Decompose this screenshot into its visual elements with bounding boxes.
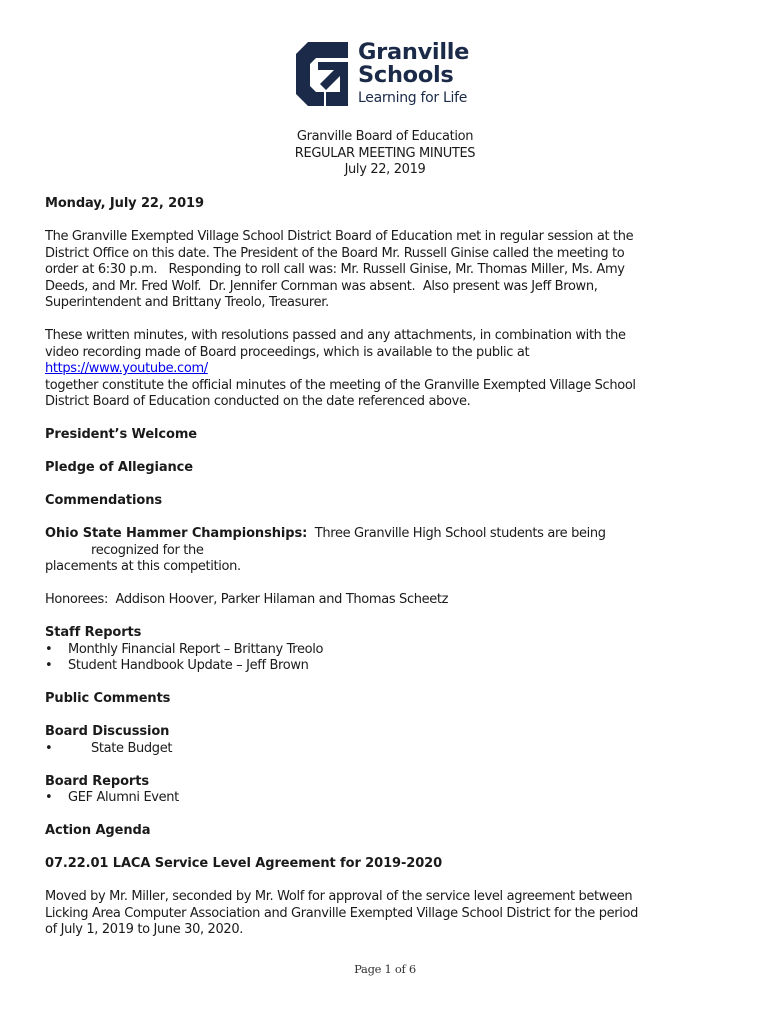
- document-header: [0, 129, 770, 179]
- minutes-line: together constitute the official minutes of the meeting of the Granville Exempted Village School: [45, 377, 636, 393]
- list-item-text: State Budget: [91, 740, 173, 756]
- list-item: [45, 741, 725, 758]
- list-item: [45, 642, 725, 659]
- org-name: Granville Board of Education: [296, 129, 474, 144]
- page-number: Page 1 of 6: [354, 962, 416, 976]
- hammer-commendation: [45, 526, 725, 576]
- public-comments-heading: Public Comments: [45, 691, 171, 706]
- action-agenda-heading: Action Agenda: [45, 823, 151, 838]
- hammer-text: Three Granville High School students are being: [307, 526, 606, 541]
- commendations-heading: Commendations: [45, 493, 163, 508]
- youtube-link[interactable]: https://www.youtube.com/: [45, 361, 208, 376]
- minutes-line: video recording made of Board proceedings, which is available to the public at: [45, 344, 530, 360]
- staff-reports-heading: Staff Reports: [45, 625, 142, 640]
- resolution-paragraph: [45, 889, 725, 939]
- intro-line: The Granville Exempted Village School District Board of Education met in regular session at the: [45, 229, 634, 244]
- intro-line: District Office on this date. The President of the Board Mr. Russell Ginise called the meeting to: [45, 245, 625, 261]
- hammer-text-cont: recognized for the: [91, 542, 204, 558]
- meeting-date-heading: Monday, July 22, 2019: [45, 196, 204, 211]
- intro-paragraph: [45, 229, 725, 312]
- list-item-text: GEF Alumni Event: [68, 790, 179, 805]
- resolution-heading: 07.22.01 LACA Service Level Agreement for 2019-2020: [45, 856, 443, 871]
- intro-line: Deeds, and Mr. Fred Wolf. Dr. Jennifer Cornman was absent. Also present was Jeff Brown,: [45, 278, 598, 294]
- hammer-title: Ohio State Hammer Championships:: [45, 526, 308, 541]
- logo-line-schools: Schools: [358, 62, 454, 88]
- granville-schools-logo: [296, 39, 486, 112]
- presidents-welcome-heading: President’s Welcome: [45, 427, 197, 442]
- list-item: [45, 790, 725, 807]
- pledge-heading: Pledge of Allegiance: [45, 460, 193, 475]
- granville-g-arrow-icon: [296, 42, 354, 106]
- minutes-paragraph: [45, 328, 725, 411]
- list-item: [45, 658, 725, 675]
- hammer-text-end: placements at this competition.: [45, 559, 241, 574]
- intro-line: order at 6:30 p.m. Responding to roll call was: Mr. Russell Ginise, Mr. Thomas Miller, Ms. Amy: [45, 262, 625, 277]
- header-date: July 22, 2019: [344, 162, 426, 177]
- honorees-line: Honorees: Addison Hoover, Parker Hilaman and Thomas Scheetz: [45, 592, 449, 607]
- bullet-icon: •: [45, 658, 53, 673]
- resolution-line: Moved by Mr. Miller, seconded by Mr. Wolf for approval of the service level agreement between: [45, 889, 633, 904]
- board-reports-heading: Board Reports: [45, 773, 149, 789]
- logo-wordmark: [358, 41, 469, 87]
- minutes-line: These written minutes, with resolutions passed and any attachments, in combination with the: [45, 328, 626, 343]
- logo-line-granville: Granville: [358, 39, 470, 65]
- document-title: REGULAR MEETING MINUTES: [294, 145, 476, 161]
- list-item-text: Student Handbook Update – Jeff Brown: [68, 658, 309, 673]
- logo-tagline: Learning for Life: [358, 90, 468, 106]
- board-discussion-heading: Board Discussion: [45, 724, 170, 739]
- document-body: [45, 196, 725, 939]
- bullet-icon: •: [45, 740, 53, 756]
- resolution-line: of July 1, 2019 to June 30, 2020.: [45, 922, 244, 937]
- minutes-line: District Board of Education conducted on the date referenced above.: [45, 394, 471, 409]
- resolution-line: Licking Area Computer Association and Granville Exempted Village School District for the period: [45, 905, 639, 921]
- list-item-text: Monthly Financial Report – Brittany Treolo: [68, 641, 324, 657]
- bullet-icon: •: [45, 790, 53, 805]
- bullet-icon: •: [45, 641, 53, 657]
- intro-line: Superintendent and Brittany Treolo, Treasurer.: [45, 295, 329, 310]
